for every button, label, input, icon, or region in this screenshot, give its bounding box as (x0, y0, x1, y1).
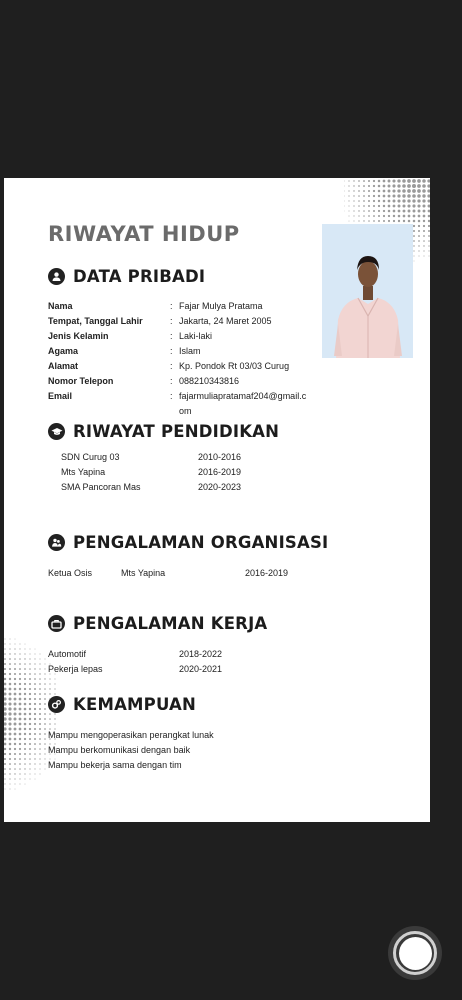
person-icon (48, 268, 65, 285)
school-name: Mts Yapina (61, 467, 106, 477)
separator: : (170, 316, 173, 326)
shutter-ring (393, 931, 437, 975)
section-pengalaman-kerja (48, 614, 267, 633)
separator: : (170, 361, 173, 371)
field-value: Laki-laki (179, 331, 213, 341)
shutter-button[interactable] (388, 926, 442, 980)
job-years: 2018-2022 (179, 649, 223, 659)
separator: : (170, 301, 173, 311)
shutter-icon (399, 937, 432, 970)
skill-item: Mampu mengoperasikan perangkat lunak (48, 730, 214, 740)
separator: : (170, 331, 173, 341)
field-label: Jenis Kelamin (48, 331, 109, 341)
field-value: Kp. Pondok Rt 03/03 Curug (179, 361, 290, 371)
email-value: fajarmuliapratamaf204@gmail.c (179, 391, 307, 401)
field-value: Jakarta, 24 Maret 2005 (179, 316, 272, 326)
section-kemampuan (48, 695, 196, 714)
section-heading: PENGALAMAN ORGANISASI (73, 533, 329, 552)
organization-years: 2016-2019 (245, 568, 289, 578)
section-heading: PENGALAMAN KERJA (73, 614, 268, 633)
section-heading: DATA PRIBADI (73, 267, 206, 286)
school-years: 2016-2019 (198, 467, 242, 477)
job-title: Automotif (48, 649, 87, 659)
separator: : (170, 376, 173, 386)
section-pengalaman-organisasi (48, 533, 328, 552)
section-data-pribadi (48, 267, 205, 286)
profile-photo (322, 224, 413, 358)
page-title: RIWAYAT HIDUP (48, 222, 240, 246)
section-heading: RIWAYAT PENDIDIKAN (73, 422, 280, 441)
section-riwayat-pendidikan (48, 422, 279, 441)
job-title: Pekerja lepas (48, 664, 103, 674)
skill-item: Mampu bekerja sama dengan tim (48, 760, 182, 770)
field-label: Alamat (48, 361, 79, 371)
group-icon (48, 534, 65, 551)
school-years: 2020-2023 (198, 482, 242, 492)
field-value: Fajar Mulya Pratama (179, 301, 263, 311)
job-years: 2020-2021 (179, 664, 223, 674)
skill-item: Mampu berkomunikasi dengan baik (48, 745, 191, 755)
field-label: Email (48, 391, 73, 401)
graduation-cap-icon (48, 423, 65, 440)
school-name: SDN Curug 03 (61, 452, 120, 462)
field-label: Agama (48, 346, 79, 356)
field-label: Nama (48, 301, 73, 311)
school-name: SMA Pancoran Mas (61, 482, 141, 492)
field-label: Tempat, Tanggal Lahir (48, 316, 143, 326)
gears-icon (48, 696, 65, 713)
field-value: Islam (179, 346, 201, 356)
briefcase-icon (48, 615, 65, 632)
separator: : (170, 346, 173, 356)
field-label: Nomor Telepon (48, 376, 114, 386)
separator: : (170, 391, 173, 401)
email-value-continued: om (179, 406, 192, 416)
school-years: 2010-2016 (198, 452, 242, 462)
organization-role: Ketua Osis (48, 568, 93, 578)
organization-name: Mts Yapina (121, 568, 166, 578)
field-value: 088210343816 (179, 376, 240, 386)
section-heading: KEMAMPUAN (73, 695, 197, 714)
cv-page (4, 178, 430, 822)
